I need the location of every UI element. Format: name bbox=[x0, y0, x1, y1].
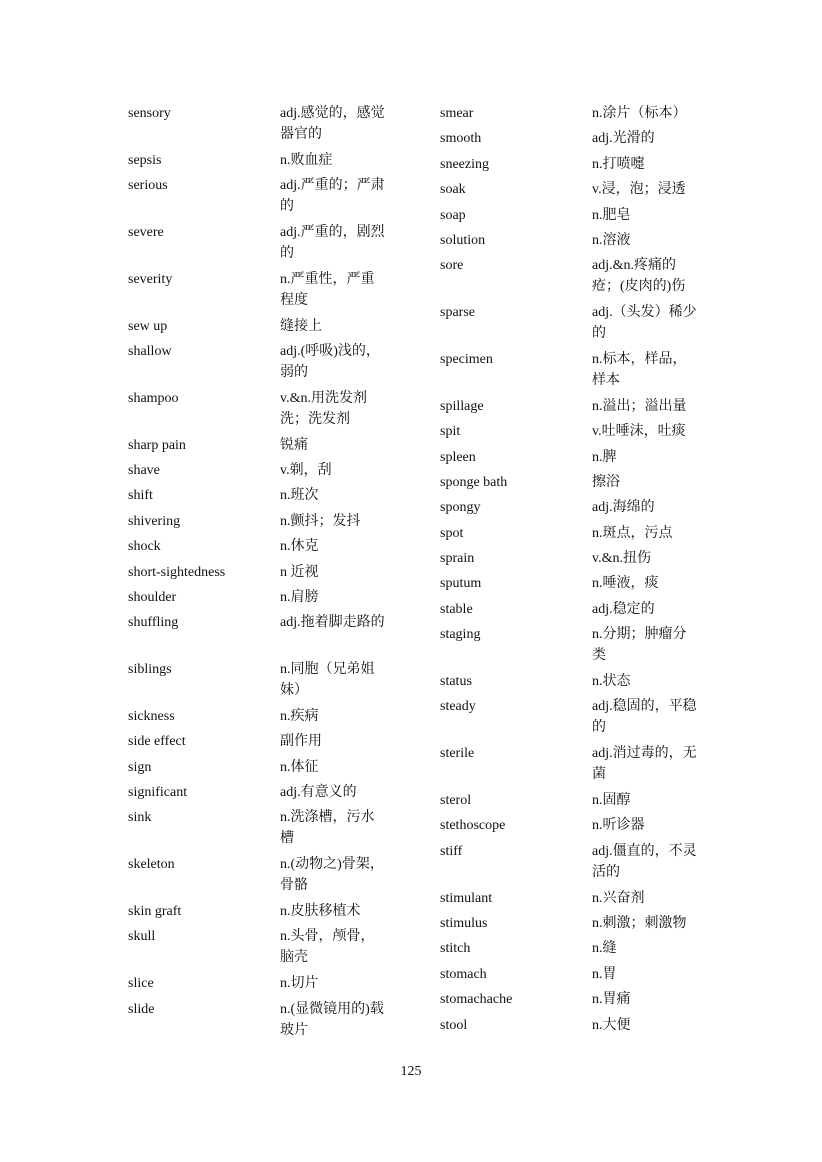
entry-definition: n.(显微镜用的)载玻片 bbox=[280, 1001, 384, 1038]
entry-definition: n 近视 bbox=[280, 564, 319, 580]
entry-definition: 擦浴 bbox=[592, 474, 620, 490]
entry-term: slice bbox=[128, 976, 154, 992]
entry-definition: n.溢出；溢出量 bbox=[592, 398, 687, 414]
glossary-column-left bbox=[128, 101, 418, 1043]
entry-term: stool bbox=[440, 1017, 468, 1033]
entry-definition: adj.拖着脚走路的 bbox=[280, 615, 385, 631]
entry-definition: adj.稳定的 bbox=[592, 601, 655, 617]
entry-term: stimulant bbox=[440, 890, 493, 906]
glossary-entry bbox=[440, 394, 730, 419]
entry-definition: adj.（头发）稀少的 bbox=[592, 305, 697, 342]
glossary-entry bbox=[440, 521, 730, 546]
entry-term: shallow bbox=[128, 343, 172, 359]
entry-term: stiff bbox=[440, 843, 463, 859]
entry-term: status bbox=[440, 674, 472, 690]
entry-term: skull bbox=[128, 929, 156, 945]
glossary-entry bbox=[128, 458, 418, 483]
glossary-entry bbox=[128, 971, 418, 996]
entry-term: steady bbox=[440, 699, 476, 715]
glossary-entry bbox=[128, 704, 418, 729]
glossary-entry bbox=[440, 839, 730, 886]
page-number: 125 bbox=[400, 1064, 422, 1079]
glossary-entry bbox=[440, 911, 730, 936]
entry-definition: n.皮肤移植术 bbox=[280, 904, 361, 920]
entry-term: stitch bbox=[440, 941, 471, 957]
entry-term: sharp pain bbox=[128, 437, 186, 453]
glossary-entry bbox=[440, 694, 730, 741]
glossary-entry bbox=[128, 534, 418, 559]
glossary-entry bbox=[128, 148, 418, 173]
entry-definition: n.听诊器 bbox=[592, 818, 645, 834]
glossary-entry bbox=[440, 788, 730, 813]
glossary-entry bbox=[128, 585, 418, 610]
glossary-entry bbox=[440, 177, 730, 202]
glossary-entry bbox=[440, 597, 730, 622]
glossary-entry bbox=[128, 220, 418, 267]
glossary-entry bbox=[440, 203, 730, 228]
entry-definition: n.胃痛 bbox=[592, 992, 631, 1008]
entry-definition: adj.严重的；严肃的 bbox=[280, 178, 385, 215]
entry-definition: n.体征 bbox=[280, 759, 319, 775]
entry-definition: adj.有意义的 bbox=[280, 785, 357, 801]
entry-definition: adj.(呼吸)浅的，弱的 bbox=[280, 343, 380, 380]
entry-term: stethoscope bbox=[440, 818, 506, 834]
entry-definition: n.缝 bbox=[592, 941, 617, 957]
entry-term: spillage bbox=[440, 398, 484, 414]
entry-definition: n.刺激；刺激物 bbox=[592, 916, 687, 931]
entry-term: short-sightedness bbox=[128, 564, 226, 580]
entry-term: sterol bbox=[440, 793, 472, 809]
glossary-entry bbox=[128, 173, 418, 220]
entry-term: sew up bbox=[128, 318, 168, 334]
glossary-entry bbox=[440, 419, 730, 444]
entry-definition: adj.稳固的，平稳的 bbox=[592, 699, 697, 736]
entry-definition: n.严重性，严重程度 bbox=[280, 271, 375, 308]
entry-term: sensory bbox=[128, 106, 171, 121]
entry-definition: n.打喷嚏 bbox=[592, 156, 645, 172]
entry-definition: n.斑点，污点 bbox=[592, 525, 673, 541]
glossary-entry bbox=[128, 386, 418, 433]
entry-term: skeleton bbox=[128, 857, 175, 873]
entry-term: significant bbox=[128, 785, 188, 801]
entry-definition: n.疾病 bbox=[280, 708, 319, 724]
entry-term: sneezing bbox=[440, 156, 489, 172]
glossary-entry bbox=[440, 546, 730, 571]
entry-definition: n.洗涤槽，污水槽 bbox=[280, 810, 375, 847]
entry-definition: adj.光滑的 bbox=[592, 131, 655, 147]
entry-term: solution bbox=[440, 232, 486, 248]
entry-definition: adj.感觉的，感觉器官的 bbox=[280, 106, 385, 142]
glossary-entry bbox=[128, 780, 418, 805]
entry-definition: n.唾液，痰 bbox=[592, 576, 659, 592]
entry-term: serious bbox=[128, 178, 168, 194]
glossary-entry bbox=[440, 962, 730, 987]
entry-term: shave bbox=[128, 462, 160, 478]
entry-definition: 锐痛 bbox=[280, 437, 308, 453]
entry-definition: n.头骨，颅骨，脑壳 bbox=[280, 929, 375, 966]
entry-term: slide bbox=[128, 1001, 155, 1017]
glossary-entry bbox=[128, 339, 418, 386]
entry-term: skin graft bbox=[128, 904, 182, 920]
entry-term: stimulus bbox=[440, 916, 488, 931]
glossary-entry bbox=[128, 899, 418, 924]
glossary-entry bbox=[440, 495, 730, 520]
glossary-entry bbox=[440, 470, 730, 495]
entry-term: spleen bbox=[440, 449, 476, 465]
entry-term: shuffling bbox=[128, 615, 179, 631]
glossary-entry bbox=[440, 622, 730, 669]
glossary-entry bbox=[128, 483, 418, 508]
entry-definition: n.胃 bbox=[592, 966, 617, 982]
entry-definition: 副作用 bbox=[280, 734, 322, 750]
entry-term: stomachache bbox=[440, 992, 513, 1008]
glossary-entry bbox=[440, 228, 730, 253]
entry-definition: n.同胞（兄弟姐妹） bbox=[280, 662, 375, 699]
glossary-entry bbox=[440, 300, 730, 347]
entry-term: staging bbox=[440, 627, 481, 643]
entry-definition: n.标本，样品，样本 bbox=[592, 351, 687, 388]
glossary-entry bbox=[440, 347, 730, 394]
entry-term: smooth bbox=[440, 131, 482, 147]
entry-term: specimen bbox=[440, 351, 493, 367]
glossary-entry bbox=[128, 924, 418, 971]
entry-term: spongy bbox=[440, 500, 481, 516]
entry-term: spot bbox=[440, 525, 464, 541]
entry-term: siblings bbox=[128, 662, 172, 678]
glossary-entry bbox=[128, 755, 418, 780]
entry-term: soap bbox=[440, 207, 466, 223]
glossary-entry bbox=[440, 126, 730, 151]
entry-definition: n.涂片（标本） bbox=[592, 106, 687, 121]
entry-term: sink bbox=[128, 810, 152, 826]
glossary-entry bbox=[128, 267, 418, 314]
entry-term: side effect bbox=[128, 734, 186, 750]
entry-term: shock bbox=[128, 539, 161, 555]
glossary-entry bbox=[128, 509, 418, 534]
entry-definition: n.兴奋剂 bbox=[592, 890, 645, 906]
entry-definition: v.剃，刮 bbox=[280, 462, 332, 478]
glossary-entry bbox=[128, 560, 418, 585]
glossary-entry bbox=[128, 657, 418, 704]
entry-term: sponge bath bbox=[440, 474, 508, 490]
entry-term: sepsis bbox=[128, 152, 162, 168]
glossary-entry bbox=[440, 741, 730, 788]
entry-term: stomach bbox=[440, 966, 487, 982]
entry-definition: n.班次 bbox=[280, 488, 319, 504]
entry-term: sputum bbox=[440, 576, 482, 592]
entry-definition: adj.严重的，剧烈的 bbox=[280, 224, 385, 261]
entry-definition: n.切片 bbox=[280, 976, 319, 992]
entry-definition: adj.&n.疼痛的疮；(皮肉的)伤 bbox=[592, 258, 686, 295]
glossary-entry bbox=[128, 314, 418, 339]
entry-definition: v.&n.扭伤 bbox=[592, 551, 651, 567]
glossary-entry bbox=[440, 936, 730, 961]
glossary-entry bbox=[128, 101, 418, 148]
glossary-entry bbox=[440, 669, 730, 694]
entry-definition: v.&n.用洗发剂洗；洗发剂 bbox=[280, 390, 367, 427]
entry-term: shoulder bbox=[128, 589, 177, 605]
entry-definition: n.休克 bbox=[280, 539, 319, 555]
entry-definition: n.大便 bbox=[592, 1017, 631, 1033]
entry-term: shivering bbox=[128, 513, 181, 529]
entry-definition: v.吐唾沫，吐痰 bbox=[592, 424, 686, 440]
entry-term: shampoo bbox=[128, 390, 179, 406]
glossary-entry bbox=[440, 886, 730, 911]
entry-definition: adj.僵直的，不灵活的 bbox=[592, 843, 697, 880]
glossary-entry bbox=[440, 152, 730, 177]
entry-definition: n.颤抖；发抖 bbox=[280, 513, 361, 529]
glossary-entry bbox=[440, 101, 730, 126]
entry-term: spit bbox=[440, 424, 461, 440]
glossary-entry bbox=[128, 997, 418, 1044]
entry-term: severity bbox=[128, 271, 173, 287]
entry-term: sparse bbox=[440, 305, 475, 321]
entry-definition: n.肥皂 bbox=[592, 207, 631, 223]
entry-term: smear bbox=[440, 106, 474, 121]
entry-definition: n.分期；肿瘤分类 bbox=[592, 627, 687, 664]
entry-definition: v.浸，泡；浸透 bbox=[592, 182, 686, 198]
glossary-entry bbox=[128, 852, 418, 899]
glossary-entry bbox=[440, 987, 730, 1012]
entry-term: sprain bbox=[440, 551, 475, 567]
entry-definition: n.(动物之)骨架，骨骼 bbox=[280, 857, 384, 894]
entry-definition: n.固醇 bbox=[592, 793, 631, 809]
entry-term: sign bbox=[128, 759, 152, 775]
glossary-entry bbox=[128, 805, 418, 852]
entry-definition: adj.消过毒的，无菌 bbox=[592, 746, 697, 783]
entry-definition: n.肩膀 bbox=[280, 589, 319, 605]
glossary-entry bbox=[440, 571, 730, 596]
glossary-entry bbox=[128, 433, 418, 458]
glossary-entry bbox=[440, 253, 730, 300]
entry-definition: n.状态 bbox=[592, 674, 631, 690]
entry-definition: adj.海绵的 bbox=[592, 500, 655, 516]
entry-term: soak bbox=[440, 182, 466, 198]
glossary-entry bbox=[128, 729, 418, 754]
glossary-column-right bbox=[440, 101, 730, 1038]
entry-definition: n.溶液 bbox=[592, 232, 631, 248]
entry-term: sterile bbox=[440, 746, 475, 762]
entry-term: shift bbox=[128, 488, 153, 504]
glossary-entry bbox=[440, 445, 730, 470]
entry-term: severe bbox=[128, 224, 164, 240]
entry-term: stable bbox=[440, 601, 473, 617]
entry-definition: 缝接上 bbox=[280, 318, 322, 334]
entry-definition: n.脾 bbox=[592, 449, 617, 465]
entry-term: sickness bbox=[128, 708, 175, 724]
glossary-entry bbox=[128, 610, 418, 657]
glossary-entry bbox=[440, 1013, 730, 1038]
entry-definition: n.败血症 bbox=[280, 152, 333, 168]
entry-term: sore bbox=[440, 258, 464, 274]
glossary-entry bbox=[440, 813, 730, 838]
